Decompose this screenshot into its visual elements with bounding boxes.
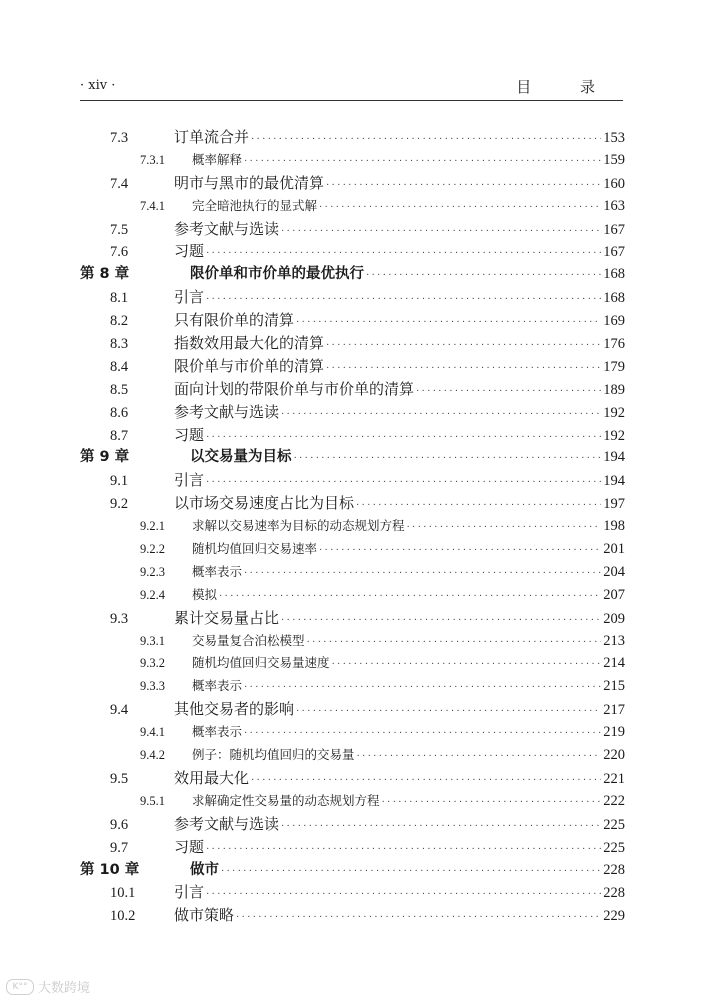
toc-entry-number: 8.7 bbox=[110, 427, 129, 444]
table-of-contents bbox=[80, 126, 625, 927]
toc-entry-subsection[interactable] bbox=[80, 721, 625, 744]
toc-entry-chapter[interactable] bbox=[80, 446, 625, 469]
toc-entry-title: 引言 bbox=[174, 471, 205, 490]
toc-entry-number: 7.4.1 bbox=[140, 198, 165, 213]
leader-dots bbox=[332, 654, 602, 677]
toc-entry-title: 求解确定性交易量的动态规划方程 bbox=[192, 792, 380, 808]
toc-entry-number: 7.5 bbox=[110, 221, 129, 238]
toc-entry-number: 7.3.1 bbox=[140, 152, 165, 167]
toc-entry-title: 求解以交易速率为目标的动态规划方程 bbox=[192, 518, 405, 534]
toc-entry-number: 9.1 bbox=[110, 473, 129, 490]
page-number: · xiv · bbox=[80, 78, 116, 93]
toc-entry-chapter[interactable] bbox=[80, 263, 625, 286]
toc-entry-section[interactable] bbox=[80, 492, 625, 515]
toc-entry-page: 192 bbox=[603, 404, 625, 421]
toc-entry-number: 9.3 bbox=[110, 610, 129, 627]
running-header bbox=[80, 78, 623, 101]
toc-entry-number: 第 10 章 bbox=[80, 861, 140, 878]
toc-entry-title: 以交易量为目标 bbox=[190, 449, 292, 466]
watermark bbox=[6, 977, 90, 996]
leader-dots bbox=[326, 335, 601, 358]
toc-entry-number: 9.3.2 bbox=[140, 656, 165, 671]
leader-dots bbox=[319, 197, 601, 220]
leader-dots bbox=[281, 221, 601, 244]
toc-entry-number: 8.1 bbox=[110, 290, 129, 307]
toc-entry-page: 198 bbox=[603, 518, 625, 535]
toc-entry-section[interactable] bbox=[80, 767, 625, 790]
toc-entry-title: 明市与黑市的最优清算 bbox=[174, 173, 325, 192]
toc-entry-page: 153 bbox=[603, 130, 625, 146]
toc-entry-title: 概率表示 bbox=[192, 724, 243, 740]
toc-entry-number: 10.1 bbox=[110, 885, 136, 902]
toc-entry-section[interactable] bbox=[80, 332, 625, 355]
toc-entry-page: 168 bbox=[603, 266, 625, 283]
leader-dots bbox=[251, 129, 601, 152]
toc-entry-title: 参考文献与选读 bbox=[174, 402, 280, 421]
toc-entry-title: 概率解释 bbox=[192, 151, 243, 167]
toc-entry-number: 9.3.3 bbox=[140, 679, 165, 694]
toc-entry-page: 189 bbox=[603, 381, 625, 398]
toc-entry-page: 204 bbox=[603, 563, 625, 580]
toc-entry-page: 159 bbox=[603, 151, 625, 168]
toc-entry-subsection[interactable] bbox=[80, 630, 625, 653]
leader-dots bbox=[244, 563, 601, 586]
toc-entry-number: 9.2.4 bbox=[140, 587, 165, 602]
watermark-text: 大数跨境 bbox=[38, 981, 91, 996]
toc-entry-section[interactable] bbox=[80, 355, 625, 378]
toc-entry-page: 201 bbox=[603, 541, 625, 558]
toc-entry-title: 模拟 bbox=[192, 586, 218, 602]
toc-entry-section[interactable] bbox=[80, 904, 625, 927]
toc-entry-page: 222 bbox=[603, 792, 625, 809]
toc-entry-page: 163 bbox=[603, 197, 625, 214]
toc-entry-title: 习题 bbox=[174, 242, 205, 261]
toc-entry-title: 习题 bbox=[174, 425, 205, 444]
toc-entry-section[interactable] bbox=[80, 813, 625, 836]
toc-entry-title: 累计交易量占比 bbox=[174, 608, 280, 627]
toc-entry-page: 209 bbox=[603, 610, 625, 627]
toc-entry-title: 其他交易者的影响 bbox=[174, 700, 295, 719]
toc-entry-page: 221 bbox=[603, 770, 625, 787]
toc-entry-page: 176 bbox=[603, 336, 625, 353]
leader-dots bbox=[281, 404, 601, 427]
toc-entry-section[interactable] bbox=[80, 836, 625, 859]
toc-entry-number: 9.5.1 bbox=[140, 793, 165, 808]
toc-entry-title: 参考文献与选读 bbox=[174, 219, 280, 238]
toc-entry-number: 7.6 bbox=[110, 244, 129, 261]
toc-entry-number: 10.2 bbox=[110, 908, 136, 925]
toc-entry-subsection[interactable] bbox=[80, 790, 625, 813]
toc-entry-number: 9.4 bbox=[110, 702, 129, 719]
toc-entry-section[interactable] bbox=[80, 309, 625, 332]
leader-dots bbox=[319, 540, 601, 563]
toc-entry-number: 9.3.1 bbox=[140, 633, 165, 648]
toc-entry-title: 完全暗池执行的显式解 bbox=[192, 197, 318, 213]
toc-entry-title: 面向计划的带限价单与市价单的清算 bbox=[174, 379, 415, 398]
toc-entry-page: 215 bbox=[603, 678, 625, 695]
leader-dots bbox=[206, 884, 601, 907]
toc-entry-number: 9.5 bbox=[110, 770, 129, 787]
toc-entry-page: 229 bbox=[603, 908, 625, 925]
toc-entry-page: 197 bbox=[603, 496, 625, 513]
toc-entry-page: 194 bbox=[603, 449, 625, 466]
toc-entry-subsection[interactable] bbox=[80, 195, 625, 218]
toc-entry-title: 交易量复合泊松模型 bbox=[192, 632, 305, 648]
toc-entry-subsection[interactable] bbox=[80, 652, 625, 675]
toc-entry-number: 9.2.2 bbox=[140, 542, 165, 557]
toc-entry-page: 207 bbox=[603, 586, 625, 603]
toc-entry-title: 只有限价单的清算 bbox=[174, 311, 295, 330]
toc-entry-page: 228 bbox=[603, 885, 625, 902]
toc-entry-number: 8.3 bbox=[110, 336, 129, 353]
toc-entry-section[interactable] bbox=[80, 240, 625, 263]
running-title: 目 录 bbox=[516, 78, 617, 96]
toc-entry-title: 随机均值回归交易速率 bbox=[192, 541, 318, 557]
toc-entry-subsection[interactable] bbox=[80, 149, 625, 172]
toc-entry-page: 169 bbox=[603, 313, 625, 330]
toc-entry-number: 8.2 bbox=[110, 313, 129, 330]
toc-entry-number: 9.2.3 bbox=[140, 564, 165, 579]
leader-dots bbox=[407, 517, 602, 540]
toc-entry-number: 7.3 bbox=[110, 130, 129, 146]
toc-entry-section[interactable] bbox=[80, 469, 625, 492]
leader-dots bbox=[296, 312, 601, 335]
toc-entry-title: 做市 bbox=[190, 861, 219, 878]
toc-entry-page: 225 bbox=[603, 839, 625, 856]
toc-entry-title: 引言 bbox=[174, 883, 205, 902]
toc-entry-title: 概率表示 bbox=[192, 563, 243, 579]
toc-entry-number: 8.6 bbox=[110, 404, 129, 421]
toc-entry-section[interactable] bbox=[80, 172, 625, 195]
toc-entry-subsection[interactable] bbox=[80, 744, 625, 767]
toc-entry-title: 习题 bbox=[174, 837, 205, 856]
toc-entry-number: 9.2 bbox=[110, 496, 129, 513]
toc-entry-page: 213 bbox=[603, 632, 625, 649]
toc-entry-page: 192 bbox=[603, 427, 625, 444]
toc-entry-title: 订单流合并 bbox=[174, 128, 250, 146]
toc-entry-number: 9.2.1 bbox=[140, 519, 165, 534]
toc-entry-page: 167 bbox=[603, 221, 625, 238]
watermark-logo-icon: K°° bbox=[6, 979, 34, 995]
leader-dots bbox=[221, 861, 601, 884]
toc-entry-number: 7.4 bbox=[110, 175, 129, 192]
toc-entry-title: 做市策略 bbox=[174, 906, 235, 925]
toc-entry-section[interactable] bbox=[80, 881, 625, 904]
toc-entry-section[interactable] bbox=[80, 126, 625, 149]
leader-dots bbox=[307, 632, 602, 655]
leader-dots bbox=[244, 723, 601, 746]
toc-entry-section[interactable] bbox=[80, 378, 625, 401]
toc-entry-section[interactable] bbox=[80, 698, 625, 721]
toc-entry-title: 以市场交易速度占比为目标 bbox=[174, 494, 355, 513]
toc-entry-number: 第 9 章 bbox=[80, 449, 130, 466]
toc-entry-page: 168 bbox=[603, 290, 625, 307]
toc-entry-title: 限价单与市价单的清算 bbox=[174, 356, 325, 375]
toc-entry-chapter[interactable] bbox=[80, 859, 625, 882]
toc-entry-title: 随机均值回归交易量速度 bbox=[192, 655, 330, 671]
toc-entry-page: 217 bbox=[603, 702, 625, 719]
toc-entry-number: 9.4.2 bbox=[140, 748, 165, 763]
toc-entry-number: 9.4.1 bbox=[140, 725, 165, 740]
toc-entry-title: 概率表示 bbox=[192, 678, 243, 694]
toc-entry-subsection[interactable] bbox=[80, 515, 625, 538]
leader-dots bbox=[244, 151, 601, 174]
toc-entry-subsection[interactable] bbox=[80, 584, 625, 607]
toc-entry-page: 219 bbox=[603, 724, 625, 741]
toc-entry-page: 220 bbox=[603, 747, 625, 764]
toc-entry-section[interactable] bbox=[80, 218, 625, 241]
toc-entry-page: 167 bbox=[603, 244, 625, 261]
toc-entry-number: 8.4 bbox=[110, 358, 129, 375]
toc-entry-title: 限价单和市价单的最优执行 bbox=[190, 266, 364, 283]
toc-entry-page: 214 bbox=[603, 655, 625, 672]
toc-entry-section[interactable] bbox=[80, 607, 625, 630]
leader-dots bbox=[382, 792, 602, 815]
toc-entry-page: 160 bbox=[603, 175, 625, 192]
leader-dots bbox=[357, 746, 602, 769]
toc-entry-page: 179 bbox=[603, 358, 625, 375]
leader-dots bbox=[326, 175, 601, 198]
leader-dots bbox=[244, 677, 601, 700]
toc-entry-page: 194 bbox=[603, 473, 625, 490]
toc-entry-number: 9.6 bbox=[110, 816, 129, 833]
leader-dots bbox=[294, 448, 602, 471]
leader-dots bbox=[236, 907, 601, 930]
toc-entry-page: 228 bbox=[603, 861, 625, 878]
leader-dots bbox=[219, 586, 601, 609]
toc-entry-title: 指数效用最大化的清算 bbox=[174, 334, 325, 353]
toc-entry-number: 8.5 bbox=[110, 381, 129, 398]
leader-dots bbox=[366, 265, 601, 288]
toc-entry-number: 9.7 bbox=[110, 839, 129, 856]
toc-entry-title: 效用最大化 bbox=[174, 768, 250, 787]
toc-entry-section[interactable] bbox=[80, 286, 625, 309]
leader-dots bbox=[206, 839, 601, 862]
toc-entry-title: 例子：随机均值回归的交易量 bbox=[192, 747, 355, 763]
toc-entry-subsection[interactable] bbox=[80, 538, 625, 561]
toc-entry-title: 引言 bbox=[174, 288, 205, 307]
toc-entry-page: 225 bbox=[603, 816, 625, 833]
toc-entry-section[interactable] bbox=[80, 401, 625, 424]
toc-entry-title: 参考文献与选读 bbox=[174, 814, 280, 833]
leader-dots bbox=[416, 381, 601, 404]
leader-dots bbox=[281, 816, 601, 839]
toc-entry-subsection[interactable] bbox=[80, 561, 625, 584]
toc-entry-number: 第 8 章 bbox=[80, 266, 130, 283]
toc-entry-section[interactable] bbox=[80, 424, 625, 447]
toc-entry-subsection[interactable] bbox=[80, 675, 625, 698]
leader-dots bbox=[296, 701, 601, 724]
leader-dots bbox=[281, 610, 601, 633]
